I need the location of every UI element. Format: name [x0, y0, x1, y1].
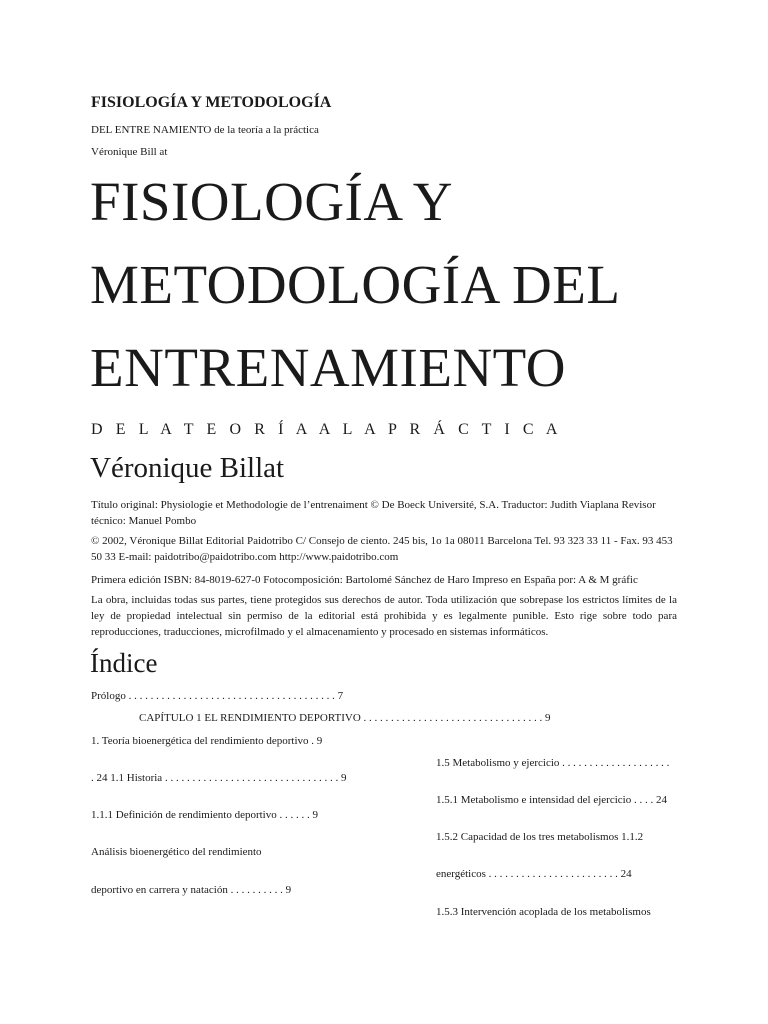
toc-entry: 1.1.1 Definición de rendimiento deportivo . . . . . . 9 [91, 809, 318, 821]
toc-entry: . 24 1.1 Historia . . . . . . . . . . . . . . . . . . . . . . . . . . . . . . . . 9 [91, 772, 347, 784]
toc-entry: 1.5.2 Capacidad de los tres metabolismos 1.1.2 [436, 831, 644, 843]
big-title-line-2: METODOLOGÍA DEL [90, 254, 621, 315]
toc-entry: Análisis bioenergético del rendimiento [91, 846, 262, 858]
big-title-line-3: ENTRENAMIENTO [90, 337, 566, 398]
copyright-paragraph: © 2002, Véronique Billat Editorial Paidotribo C/ Consejo de ciento. 245 bis, 1o 1a 08011 Barcelona Tel. 93 323 33 11 - Fax. 93 453 50 33 E-mail: paidotribo@paidotribo.com http://www.paidotribo.com [91, 535, 673, 563]
toc-entry: Prólogo . . . . . . . . . . . . . . . . . . . . . . . . . . . . . . . . . . . . . . 7 [91, 690, 344, 702]
toc-entry: energéticos . . . . . . . . . . . . . . . . . . . . . . . . 24 [436, 868, 632, 880]
toc-entry: 1.5.1 Metabolismo e intensidad del ejercicio . . . . 24 [436, 794, 667, 806]
toc-entry: CAPÍTULO 1 EL RENDIMIENTO DEPORTIVO . . . . . . . . . . . . . . . . . . . . . . . . . . . . . . . . . 9 [139, 712, 551, 724]
toc-entry: 1. Teoría bioenergética del rendimiento deportivo . 9 [91, 735, 323, 747]
toc-entry: deportivo en carrera y natación . . . . . . . . . . 9 [91, 884, 292, 896]
small-title: FISIOLOGÍA Y METODOLOGÍA [91, 94, 332, 111]
author-line: Véronique Bill at [91, 146, 168, 158]
subtitle-line: DEL ENTRE NAMIENTO de la teoría a la práctica [91, 124, 319, 136]
big-title-line-1: FISIOLOGÍA Y [90, 171, 453, 232]
original-title-paragraph: Título original: Physiologie et Methodologie de l’entrenaiment © De Boeck Université, S.A. Traductor: Judith Viaplana Revisor técnico: Manuel Pombo [91, 499, 656, 527]
rights-paragraph: La obra, incluidas todas sus partes, tiene protegidos sus derechos de autor. Toda utilización que sobrepase los estrictos límites de la ley de propiedad intelectual sin permiso de la editorial está prohibida y es legalmente punible. Esto rige sobre todo para reproducciones, traducciones, microfilmado y el almacenamiento y procesado en sistemas informáticos. [91, 594, 677, 638]
toc-entry: 1.5.3 Intervención acoplada de los metabolismos [436, 906, 651, 918]
spaced-subtitle: D E L A T E O R Í A A L A P R Á C T I C A [91, 421, 563, 438]
edition-paragraph: Primera edición ISBN: 84-8019-627-0 Fotocomposición: Bartolomé Sánchez de Haro Impreso en España por: A & M gráfic [91, 574, 638, 586]
index-heading: Índice [90, 648, 158, 678]
toc-entry: 1.5 Metabolismo y ejercicio . . . . . . . . . . . . . . . . . . . . [436, 757, 670, 769]
author-name: Véronique Billat [90, 452, 285, 484]
